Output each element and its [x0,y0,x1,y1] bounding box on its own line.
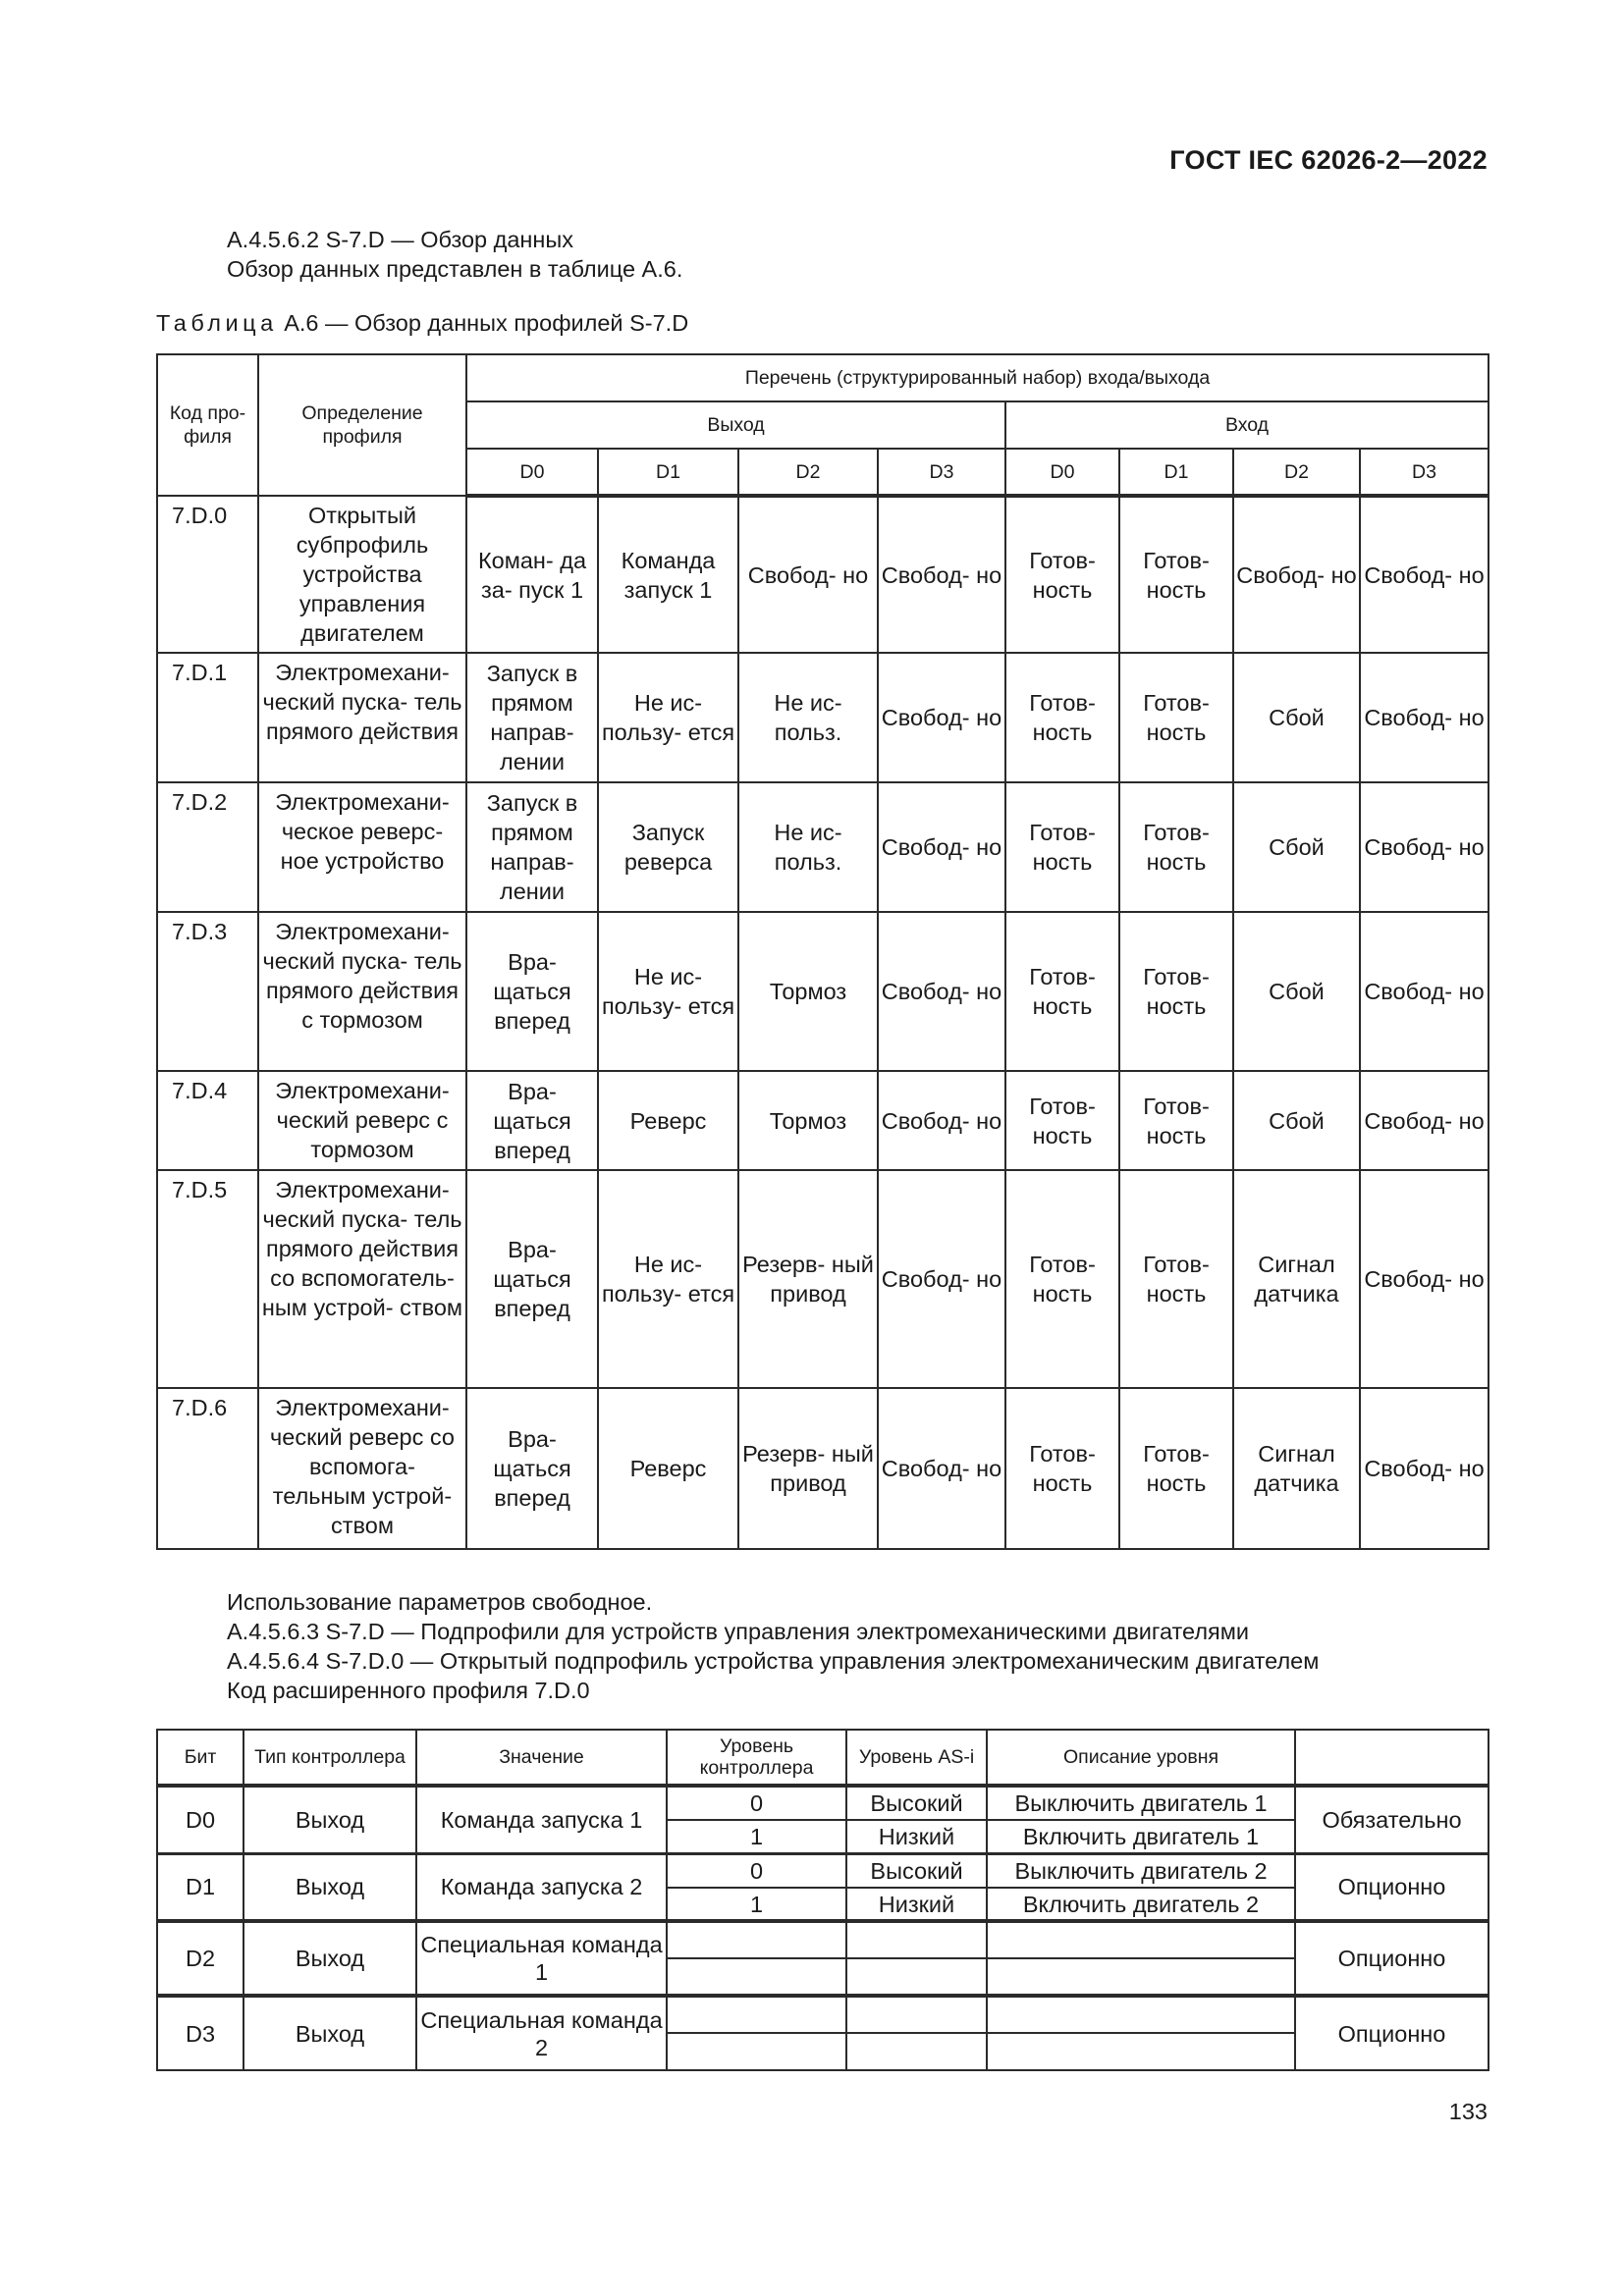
out-d1-cell: Реверс [598,1388,738,1549]
out-d3-cell: Свобод- но [878,912,1005,1071]
table-row [157,496,1489,653]
in-d1-cell: Готов- ность [1119,782,1233,912]
header-requirement [1295,1730,1489,1786]
in-d2-cell: Сигнал датчика [1233,1388,1360,1549]
in-d3-cell: Свобод- но [1360,912,1489,1071]
level-description-cell: Выключить двигатель 2 [987,1853,1295,1888]
page-number: 133 [1448,2099,1488,2124]
table-row [157,1921,1489,1958]
header-out-d1: D1 [598,449,738,496]
header-controller-type: Тип контроллера [244,1730,416,1786]
controller-level-cell [667,1958,846,1996]
bit-cell: D0 [157,1786,244,1853]
in-d2-cell: Сбой [1233,912,1360,1071]
controller-level-cell: 1 [667,1888,846,1921]
table-caption [156,310,688,337]
out-d3-cell: Свобод- но [878,653,1005,782]
table-row [157,1853,1489,1888]
in-d0-cell: Готов- ность [1005,1388,1119,1549]
in-d3-cell: Свобод- но [1360,496,1489,653]
controller-level-cell [667,2033,846,2070]
table-row [157,1996,1489,2033]
profile-code: 7.D.4 [157,1071,258,1170]
out-d0-cell: Вра- щаться вперед [466,1071,598,1170]
header-input: Вход [1005,401,1489,449]
value-cell: Команда запуска 2 [416,1853,667,1921]
table-row [157,1786,1489,1820]
asi-level-cell [846,1996,987,2033]
in-d0-cell: Готов- ность [1005,782,1119,912]
table-row [157,782,1489,912]
out-d1-cell: Команда запуск 1 [598,496,738,653]
out-d0-cell: Вра- щаться вперед [466,1170,598,1388]
value-cell: Специальная команда 2 [416,1996,667,2070]
out-d2-cell: Свобод- но [738,496,878,653]
in-d0-cell: Готов- ность [1005,653,1119,782]
header-bit: Бит [157,1730,244,1786]
asi-level-cell: Высокий [846,1853,987,1888]
asi-level-cell [846,2033,987,2070]
header-out-d2: D2 [738,449,878,496]
asi-level-cell: Высокий [846,1786,987,1820]
out-d3-cell: Свобод- но [878,1071,1005,1170]
controller-level-cell [667,1996,846,2033]
in-d3-cell: Свобод- но [1360,1388,1489,1549]
section-heading: А.4.5.6.4 S-7.D.0 — Открытый подпрофиль устройства управления электромеханическим двигателем [227,1648,1320,1674]
table-row [157,1170,1489,1388]
section-heading: А.4.5.6.3 S-7.D — Подпрофили для устройств управления электромеханическими двигателями [227,1619,1250,1644]
out-d0-cell: Вра- щаться вперед [466,1388,598,1549]
section-heading: А.4.5.6.2 S-7.D — Обзор данных [227,227,574,252]
header-in-d3: D3 [1360,449,1489,496]
controller-level-cell [667,1921,846,1958]
level-description-cell [987,1958,1295,1996]
bits-table [156,1729,1489,2071]
level-description-cell [987,2033,1295,2070]
profile-definition: Электромехани- ческий пуска- тель прямого действия с тормозом [258,912,466,1071]
in-d0-cell: Готов- ность [1005,912,1119,1071]
out-d3-cell: Свобод- но [878,1388,1005,1549]
in-d0-cell: Готов- ность [1005,1071,1119,1170]
out-d0-cell: Запуск в прямом направ- лении [466,782,598,912]
in-d3-cell: Свобод- но [1360,653,1489,782]
bit-cell: D3 [157,1996,244,2070]
in-d3-cell: Свобод- но [1360,1170,1489,1388]
requirement-cell: Опционно [1295,1853,1489,1921]
in-d1-cell: Готов- ность [1119,653,1233,782]
out-d0-cell: Вра- щаться вперед [466,912,598,1071]
out-d1-cell: Не ис- пользу- ется [598,912,738,1071]
asi-level-cell [846,1921,987,1958]
table-row [157,653,1489,782]
controller-type-cell: Выход [244,1853,416,1921]
profile-definition: Электромехани- ческий реверс с тормозом [258,1071,466,1170]
out-d2-cell: Не ис- польз. [738,782,878,912]
in-d1-cell: Готов- ность [1119,1388,1233,1549]
intro-text: Обзор данных представлен в таблице А.6. [227,256,683,282]
table-caption-text: А.6 — Обзор данных профилей S-7.D [284,310,689,336]
out-d2-cell: Тормоз [738,1071,878,1170]
value-cell: Команда запуска 1 [416,1786,667,1853]
requirement-cell: Опционно [1295,1921,1489,1996]
out-d3-cell: Свобод- но [878,782,1005,912]
out-d2-cell: Резерв- ный привод [738,1170,878,1388]
profile-definition: Открытый субпрофиль устройства управления двигателем [258,496,466,653]
asi-level-cell: Низкий [846,1888,987,1921]
out-d2-cell: Не ис- польз. [738,653,878,782]
in-d0-cell: Готов- ность [1005,496,1119,653]
header-asi-level: Уровень AS-i [846,1730,987,1786]
level-description-cell: Включить двигатель 2 [987,1888,1295,1921]
bit-cell: D2 [157,1921,244,1996]
in-d2-cell: Сбой [1233,1071,1360,1170]
header-output: Выход [466,401,1005,449]
requirement-cell: Опционно [1295,1996,1489,2070]
level-description-cell: Выключить двигатель 1 [987,1786,1295,1820]
profile-code: 7.D.0 [157,496,258,653]
document-header: ГОСТ IEC 62026-2—2022 [1169,145,1488,175]
header-in-d0: D0 [1005,449,1119,496]
profile-code: 7.D.1 [157,653,258,782]
profile-code: 7.D.5 [157,1170,258,1388]
level-description-cell [987,1996,1295,2033]
in-d2-cell: Свобод- но [1233,496,1360,653]
out-d0-cell: Коман- да за- пуск 1 [466,496,598,653]
out-d0-cell: Запуск в прямом направ- лении [466,653,598,782]
controller-level-cell: 0 [667,1786,846,1820]
asi-level-cell [846,1958,987,1996]
profile-definition: Электромехани- ческий пуска- тель прямого действия [258,653,466,782]
out-d1-cell: Не ис- пользу- ется [598,653,738,782]
out-d1-cell: Не ис- пользу- ется [598,1170,738,1388]
level-description-cell: Включить двигатель 1 [987,1820,1295,1853]
header-in-d2: D2 [1233,449,1360,496]
table-row [157,1388,1489,1549]
out-d1-cell: Запуск реверса [598,782,738,912]
in-d0-cell: Готов- ность [1005,1170,1119,1388]
table-row [157,1071,1489,1170]
in-d1-cell: Готов- ность [1119,1170,1233,1388]
header-out-d3: D3 [878,449,1005,496]
header-out-d0: D0 [466,449,598,496]
out-d2-cell: Резерв- ный привод [738,1388,878,1549]
out-d1-cell: Реверс [598,1071,738,1170]
in-d3-cell: Свобод- но [1360,782,1489,912]
asi-level-cell: Низкий [846,1820,987,1853]
profile-code: 7.D.6 [157,1388,258,1549]
profile-definition: Электромехани- ческое реверс- ное устройство [258,782,466,912]
out-d2-cell: Тормоз [738,912,878,1071]
table-row [157,912,1489,1071]
controller-type-cell: Выход [244,1786,416,1853]
profile-code-text: Код расширенного профиля 7.D.0 [227,1678,590,1703]
controller-type-cell: Выход [244,1921,416,1996]
profile-code: 7.D.2 [157,782,258,912]
profile-definition: Электромехани- ческий реверс со вспомога- тельным устрой- ством [258,1388,466,1549]
profiles-table [156,353,1489,1550]
header-value: Значение [416,1730,667,1786]
out-d3-cell: Свобод- но [878,496,1005,653]
header-io-list: Перечень (структурированный набор) входа/выхода [466,354,1489,401]
requirement-cell: Обязательно [1295,1786,1489,1853]
table-caption-label: Таблица [156,310,278,336]
header-level-description: Описание уровня [987,1730,1295,1786]
in-d2-cell: Сигнал датчика [1233,1170,1360,1388]
profile-code: 7.D.3 [157,912,258,1071]
header-code: Код про- филя [157,354,258,496]
in-d2-cell: Сбой [1233,782,1360,912]
value-cell: Специальная команда 1 [416,1921,667,1996]
controller-level-cell: 1 [667,1820,846,1853]
in-d3-cell: Свобод- но [1360,1071,1489,1170]
out-d3-cell: Свобод- но [878,1170,1005,1388]
level-description-cell [987,1921,1295,1958]
note-text: Использование параметров свободное. [227,1589,653,1615]
header-definition: Определение профиля [258,354,466,496]
header-in-d1: D1 [1119,449,1233,496]
bit-cell: D1 [157,1853,244,1921]
controller-type-cell: Выход [244,1996,416,2070]
profile-definition: Электромехани- ческий пуска- тель прямого действия со вспомогатель- ным устрой- ством [258,1170,466,1388]
in-d1-cell: Готов- ность [1119,912,1233,1071]
controller-level-cell: 0 [667,1853,846,1888]
in-d2-cell: Сбой [1233,653,1360,782]
header-controller-level: Уровень контроллера [667,1730,846,1786]
in-d1-cell: Готов- ность [1119,496,1233,653]
in-d1-cell: Готов- ность [1119,1071,1233,1170]
